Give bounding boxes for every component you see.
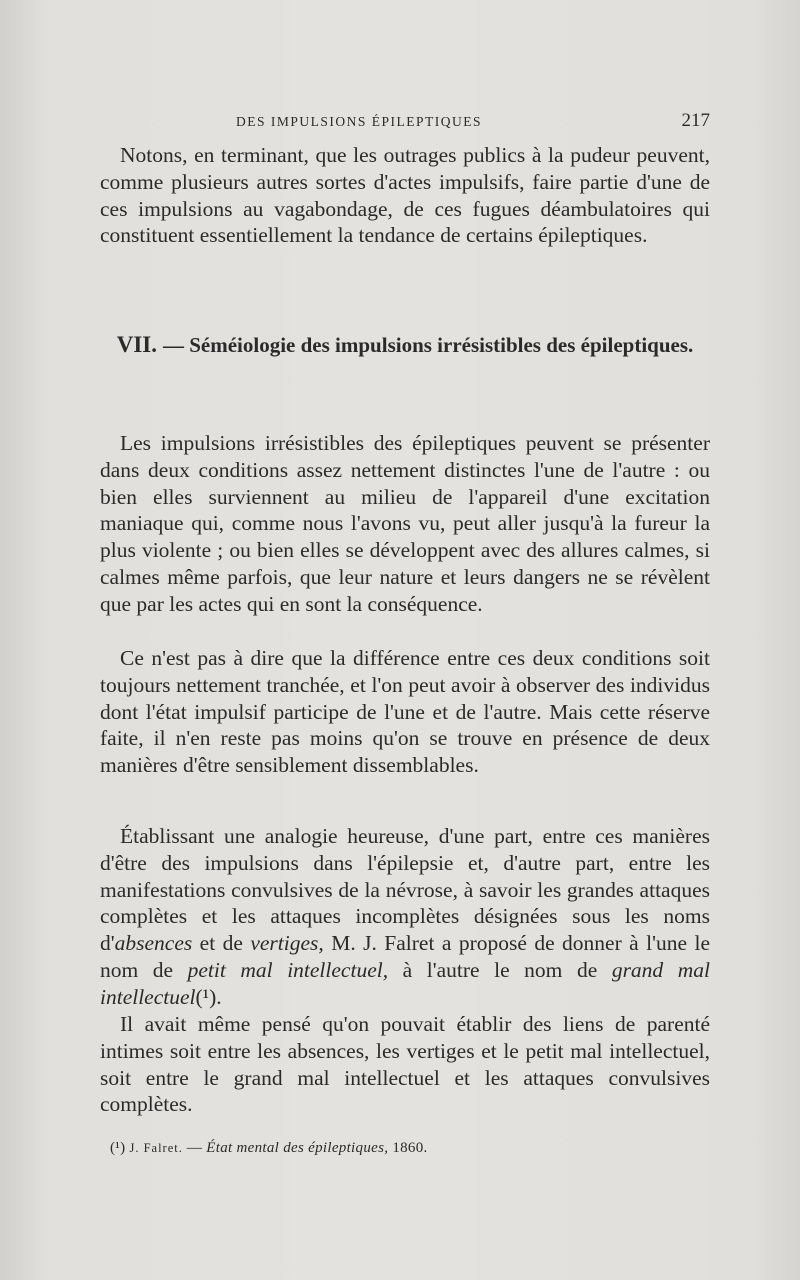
page-number: 217 [681, 110, 710, 131]
paragraph-4 [100, 823, 710, 1011]
running-header [100, 110, 710, 134]
term-absences: absences [114, 931, 193, 956]
paragraph-3: Ce n'est pas à dire que la différence entre ces deux conditions soit toujours nettement tranchée, et l'on peut avoir à observer des individus dont l'état impulsif participe de l'une et de l'autre. Mais cette réserve faite, il n'en reste pas moins qu'on se trouve en présence de deux manières d'être sensiblement dissemblables. [100, 646, 710, 778]
section-heading [100, 330, 710, 360]
footnote-reference[interactable]: (¹). [195, 984, 222, 1009]
section-number: VII. [116, 332, 157, 357]
paragraph-1: Notons, en terminant, que les outrages publics à la pudeur peuvent, comme plusieurs autres sortes d'actes impulsifs, faire partie d'une de ces impulsions au vagabondage, de ces fugues déambulatoires qui constituent essentiellement la tendance de certains épileptiques. [100, 143, 710, 248]
footnote-author: J. Falret. [129, 1141, 183, 1155]
term-vertiges: vertiges, [250, 931, 324, 956]
term-grand-mal: grand mal intellectuel [100, 957, 710, 1009]
p4-text-4: à l'autre le nom de [388, 957, 612, 982]
footnote-year: 1860. [388, 1140, 428, 1156]
footnote [110, 1140, 710, 1157]
term-petit-mal: petit mal intellectuel, [187, 957, 389, 982]
running-title: DES IMPULSIONS ÉPILEPTIQUES [236, 114, 483, 129]
p4-text-3: M. J. Falret a proposé de donner à l'une le nom de [100, 931, 710, 982]
footnote-dash: — [182, 1140, 207, 1156]
p4-text-1: Établissant une analogie heureuse, d'une part, entre ces manières d'être des impulsions dans l'épilepsie et, d'autre part, entre les manifestations convulsives de la névrose, à savoir les grandes attaques complètes et les attaques incomplètes désignées sous les noms d' [100, 824, 710, 956]
section-title: — Séméiologie des impulsions irrésistibles des épileptiques. [162, 333, 694, 357]
paragraph-2: Les impulsions irrésistibles des épileptiques peuvent se présenter dans deux conditions assez nettement distinctes l'une de l'autre : ou bien elles surviennent au milieu de l'appareil d'une excitation maniaque qui, comme nous l'avons vu, peut aller jusqu'à la fureur la plus violente ; ou bien elles se développent avec des allures calmes, si calmes même parfois, que leur nature et leurs dangers ne se révèlent que par les actes qui en sont la conséquence. [100, 431, 710, 616]
paragraph-5: Il avait même pensé qu'on pouvait établir des liens de parenté intimes soit entre les absences, les vertiges et le petit mal intellectuel, soit entre le grand mal intellectuel et les attaques convulsives complètes. [100, 1012, 710, 1117]
footnote-work: État mental des épileptiques, [206, 1140, 389, 1156]
p4-text-2: et de [192, 931, 251, 956]
footnote-marker: (¹) [110, 1140, 126, 1156]
